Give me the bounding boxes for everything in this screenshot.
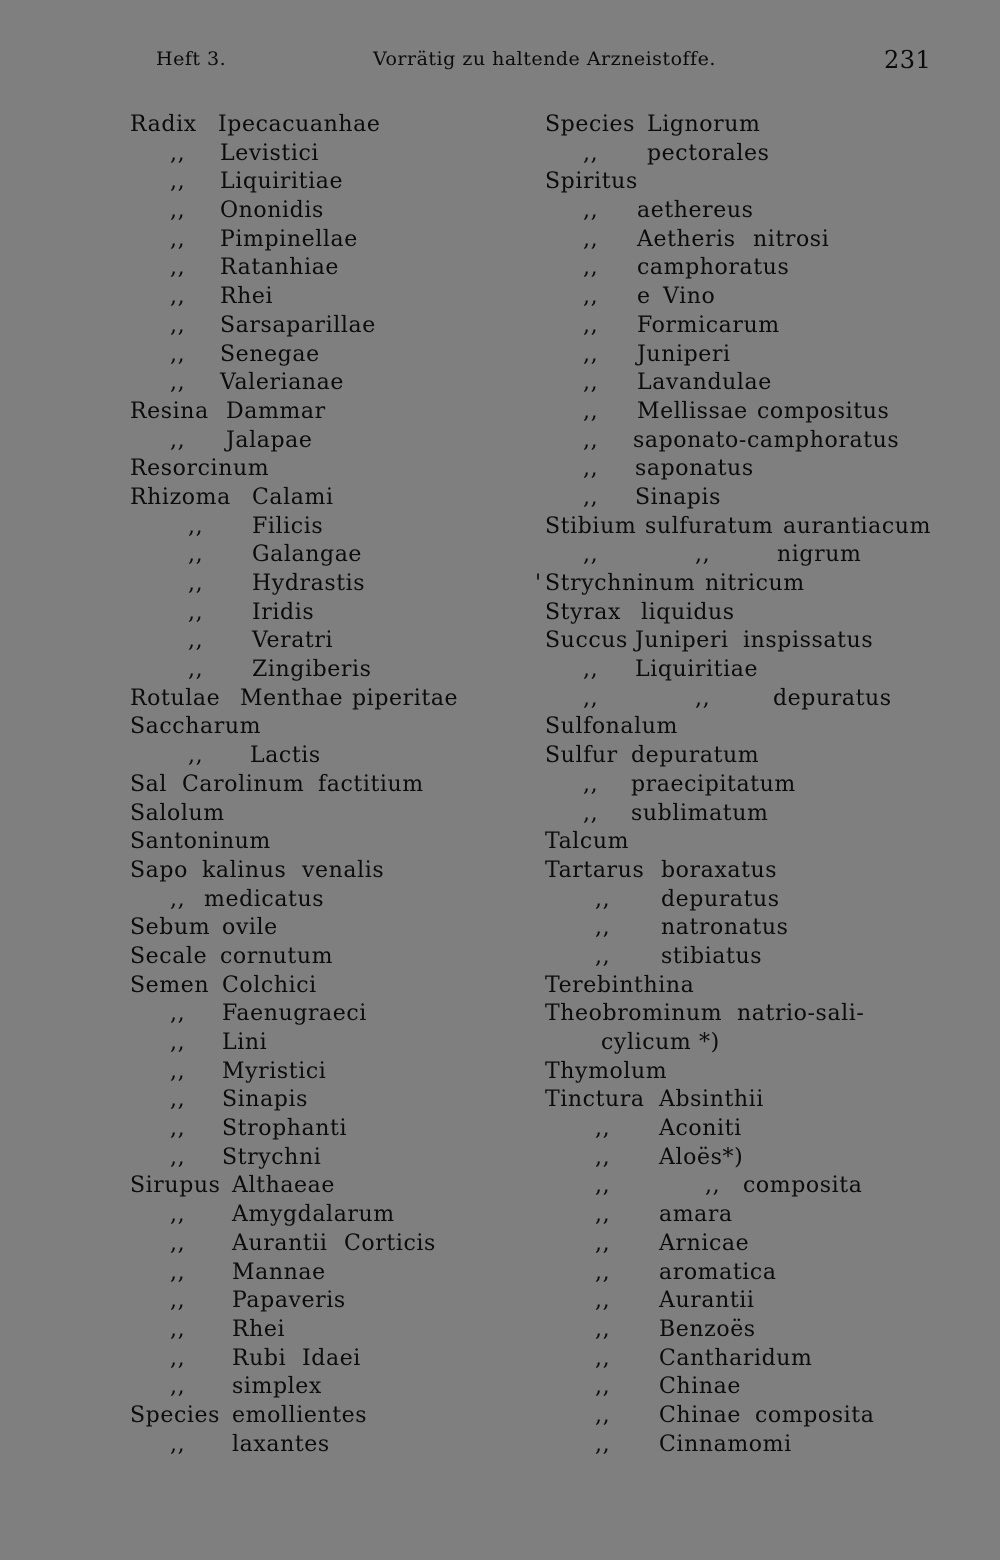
list-item bbox=[545, 111, 965, 140]
ditto-mark: ,, bbox=[583, 398, 599, 424]
entry-word: Strychninum bbox=[545, 571, 696, 596]
entry-word: Mellissae bbox=[637, 398, 748, 424]
entry-word: Ononidis bbox=[220, 198, 324, 224]
list-item bbox=[130, 656, 570, 685]
entry-word: medicatus bbox=[204, 886, 325, 912]
list-item bbox=[545, 1144, 965, 1173]
list-item bbox=[130, 1058, 570, 1087]
entry-word: Mannae bbox=[232, 1259, 326, 1285]
running-title: Vorrätig zu haltende Arzneistoffe. bbox=[373, 48, 716, 70]
list-item bbox=[130, 914, 570, 943]
ditto-mark: ,, bbox=[170, 226, 186, 252]
entry-word: Rhei bbox=[232, 1316, 286, 1342]
entry-word: Absinthii bbox=[659, 1087, 764, 1113]
ditto-mark: ,, bbox=[170, 169, 186, 195]
ditto-mark: ,, bbox=[583, 800, 599, 826]
entry-word: Amygdalarum bbox=[232, 1202, 395, 1228]
entry-word: Salolum bbox=[130, 800, 225, 826]
ditto-mark: ,, bbox=[583, 255, 599, 281]
list-item bbox=[130, 254, 570, 283]
list-item bbox=[535, 570, 965, 599]
list-item bbox=[545, 1058, 965, 1087]
ditto-mark: ,, bbox=[583, 685, 599, 711]
entry-word: nitrosi bbox=[753, 226, 830, 252]
list-item bbox=[545, 943, 965, 972]
list-item bbox=[130, 398, 570, 427]
ditto-mark: ,, bbox=[583, 370, 599, 396]
entry-word: natronatus bbox=[661, 915, 789, 941]
list-item bbox=[130, 312, 570, 341]
entry-word: Rhizoma bbox=[130, 484, 231, 510]
entry-word: Dammar bbox=[226, 398, 326, 424]
entry-word: pectorales bbox=[647, 140, 770, 166]
ditto-mark: ,, bbox=[170, 140, 186, 166]
list-item bbox=[545, 1345, 965, 1374]
list-item bbox=[545, 398, 965, 427]
entry-word: Vino bbox=[663, 284, 716, 310]
ditto-mark: ,, bbox=[170, 1345, 186, 1371]
entry-word: venalis bbox=[302, 857, 385, 883]
ditto-mark: ,, bbox=[583, 427, 599, 453]
entry-word: composita bbox=[755, 1402, 875, 1428]
entry-word: saponatus bbox=[635, 456, 754, 482]
list-item bbox=[130, 1373, 570, 1402]
ditto-mark: ,, bbox=[170, 886, 186, 912]
list-item bbox=[545, 742, 965, 771]
entry-word: Strophanti bbox=[222, 1116, 348, 1142]
entry-word: composita bbox=[743, 1173, 863, 1199]
list-item bbox=[545, 197, 965, 226]
list-item bbox=[130, 685, 570, 714]
list-item bbox=[545, 369, 965, 398]
entry-word: Terebinthina bbox=[545, 972, 695, 998]
ditto-mark: ,, bbox=[170, 1431, 186, 1457]
list-item bbox=[545, 1316, 965, 1345]
list-item bbox=[545, 484, 965, 513]
entry-word: Santoninum bbox=[130, 829, 271, 855]
entry-word: praecipitatum bbox=[631, 771, 796, 797]
ditto-mark: ,, bbox=[170, 427, 186, 453]
list-item bbox=[130, 168, 570, 197]
entry-word: Resina bbox=[130, 398, 209, 424]
entry-word: Resorcinum bbox=[130, 456, 270, 482]
entry-word: Lignorum bbox=[647, 112, 761, 137]
ditto-mark: ,, bbox=[595, 1402, 611, 1428]
entry-word: Juniperi bbox=[635, 628, 729, 654]
ditto-mark: ,, bbox=[170, 370, 186, 396]
ditto-mark: ,, bbox=[170, 1030, 186, 1055]
entry-word: cylicum *) bbox=[601, 1030, 720, 1055]
entry-word: depuratus bbox=[661, 886, 780, 912]
entry-word: Sapo bbox=[130, 857, 188, 883]
entry-word: Semen bbox=[130, 972, 210, 998]
list-item bbox=[545, 1086, 965, 1115]
list-item bbox=[130, 1086, 570, 1115]
ditto-mark: ,, bbox=[170, 255, 186, 281]
ditto-mark: ,, bbox=[170, 284, 186, 310]
list-item bbox=[545, 1373, 965, 1402]
entry-word: Papaveris bbox=[232, 1288, 346, 1314]
list-item bbox=[130, 140, 570, 169]
entry-word: Levistici bbox=[220, 140, 320, 166]
left-column bbox=[130, 111, 570, 1459]
list-item bbox=[130, 570, 570, 599]
entry-word: Succus bbox=[545, 628, 628, 654]
entry-word: natrio-sali- bbox=[737, 1001, 865, 1027]
list-item bbox=[130, 1000, 570, 1029]
entry-word: Corticis bbox=[344, 1230, 436, 1256]
ditto-mark: ,, bbox=[583, 140, 599, 166]
entry-word: Carolinum bbox=[182, 771, 305, 797]
entry-word: Sulfur bbox=[545, 743, 618, 769]
list-item bbox=[130, 1345, 570, 1374]
right-column bbox=[535, 111, 965, 1459]
list-item bbox=[545, 1287, 965, 1316]
page-number: 231 bbox=[884, 46, 932, 74]
list-item bbox=[130, 1316, 570, 1345]
ditto-mark: ,, bbox=[170, 1058, 186, 1084]
ditto-mark: ,, bbox=[583, 284, 599, 310]
list-item bbox=[545, 168, 965, 197]
entry-word: Rhei bbox=[220, 284, 274, 310]
list-item bbox=[130, 111, 570, 140]
list-item bbox=[545, 140, 965, 169]
entry-word: Sulfonalum bbox=[545, 714, 679, 740]
ditto-mark: ,, bbox=[170, 1144, 186, 1170]
entry-word: nigrum bbox=[777, 542, 862, 568]
entry-word: Althaeae bbox=[232, 1173, 336, 1199]
entry-word: Aconiti bbox=[659, 1116, 742, 1142]
list-item bbox=[130, 369, 570, 398]
list-item bbox=[130, 1431, 570, 1460]
entry-word: Thymolum bbox=[545, 1058, 668, 1084]
entry-word: aromatica bbox=[659, 1259, 777, 1285]
ditto-mark: ,, bbox=[583, 484, 599, 510]
entry-word: Radix bbox=[130, 112, 197, 137]
entry-word: inspissatus bbox=[743, 628, 874, 654]
list-item bbox=[545, 283, 965, 312]
entry-word: Tartarus bbox=[545, 857, 645, 883]
list-item bbox=[130, 1144, 570, 1173]
list-item bbox=[130, 1230, 570, 1259]
ditto-mark: ,, bbox=[170, 1001, 186, 1027]
entry-word: aurantiacum bbox=[783, 513, 932, 539]
entry-word: laxantes bbox=[232, 1431, 330, 1457]
entry-word: Sinapis bbox=[635, 484, 722, 510]
entry-word: Arnicae bbox=[659, 1230, 750, 1256]
ditto-mark: ,, bbox=[170, 1087, 186, 1113]
list-item bbox=[545, 771, 965, 800]
entry-word: Species bbox=[545, 112, 636, 137]
list-item bbox=[130, 972, 570, 1001]
entry-word: Sarsaparillae bbox=[220, 312, 376, 338]
list-item bbox=[545, 1230, 965, 1259]
ditto-mark: ,, bbox=[583, 226, 599, 252]
list-item bbox=[545, 599, 965, 628]
list-item bbox=[545, 886, 965, 915]
entry-word: Sinapis bbox=[222, 1087, 309, 1113]
list-item bbox=[130, 1172, 570, 1201]
entry-word: Lini bbox=[222, 1030, 268, 1055]
ditto-mark: ,, bbox=[170, 1288, 186, 1314]
ditto-mark: ,, bbox=[170, 1116, 186, 1142]
ditto-mark: ,, bbox=[583, 542, 599, 568]
entry-word: Liquiritiae bbox=[635, 657, 759, 683]
ditto-mark: ,, bbox=[170, 1374, 186, 1400]
entry-word: Galangae bbox=[252, 542, 363, 568]
entry-word: boraxatus bbox=[661, 857, 778, 883]
list-item bbox=[130, 742, 570, 771]
entry-word: amara bbox=[659, 1202, 733, 1228]
list-item bbox=[130, 341, 570, 370]
list-item bbox=[545, 857, 965, 886]
entry-word: Sebum bbox=[130, 915, 211, 941]
entry-word: Species bbox=[130, 1402, 221, 1428]
entry-word: sublimatum bbox=[631, 800, 769, 826]
list-item bbox=[130, 857, 570, 886]
list-item bbox=[545, 828, 965, 857]
ditto-mark: ,, bbox=[595, 886, 611, 912]
ditto-mark: ,, bbox=[170, 1259, 186, 1285]
list-item bbox=[130, 1201, 570, 1230]
ditto-mark: ,, bbox=[188, 542, 204, 568]
entry-word: factitium bbox=[318, 771, 424, 797]
entry-word: Pimpinellae bbox=[220, 226, 358, 252]
ditto-mark: ,, bbox=[695, 685, 711, 711]
list-item bbox=[545, 427, 965, 456]
entry-word: Ipecacuanhae bbox=[218, 112, 381, 137]
entry-word: compositus bbox=[757, 398, 890, 424]
entry-word: Sirupus bbox=[130, 1173, 221, 1199]
list-item bbox=[545, 656, 965, 685]
entry-word: sulfuratum bbox=[645, 513, 774, 539]
list-item bbox=[130, 627, 570, 656]
ditto-mark: ,, bbox=[595, 1259, 611, 1285]
ditto-mark: ,, bbox=[583, 771, 599, 797]
list-item bbox=[130, 828, 570, 857]
entry-word: Talcum bbox=[545, 829, 630, 855]
issue-label: Heft 3. bbox=[156, 48, 227, 70]
entry-word: Myristici bbox=[222, 1058, 327, 1084]
entry-word: Aetheris bbox=[637, 226, 736, 252]
ditto-mark: ,, bbox=[188, 743, 204, 769]
ditto-mark: ,, bbox=[188, 513, 204, 539]
list-item bbox=[130, 484, 570, 513]
ditto-mark: ,, bbox=[188, 599, 204, 625]
entry-word: Formicarum bbox=[637, 312, 780, 338]
list-item bbox=[545, 685, 965, 714]
ditto-mark: ,, bbox=[170, 341, 186, 367]
ditto-mark: ,, bbox=[705, 1173, 721, 1199]
list-item bbox=[130, 800, 570, 829]
entry-word: depuratum bbox=[631, 743, 760, 769]
entry-word: Stibium bbox=[545, 513, 637, 539]
ditto-mark: ,, bbox=[595, 1173, 611, 1199]
page-header bbox=[0, 44, 1000, 78]
list-item bbox=[545, 455, 965, 484]
list-item bbox=[130, 886, 570, 915]
entry-word: Lactis bbox=[250, 743, 321, 769]
list-item bbox=[545, 1115, 965, 1144]
ditto-mark: ,, bbox=[170, 1230, 186, 1256]
entry-word: Iridis bbox=[252, 599, 315, 625]
list-item bbox=[130, 541, 570, 570]
entry-word: Cantharidum bbox=[659, 1345, 813, 1371]
list-item bbox=[130, 427, 570, 456]
entry-word: Aloës*) bbox=[659, 1144, 744, 1170]
entry-word: Chinae bbox=[659, 1402, 741, 1428]
list-item bbox=[545, 1029, 965, 1058]
entry-word: Rubi bbox=[232, 1345, 287, 1371]
list-item bbox=[130, 1115, 570, 1144]
ditto-mark: ,, bbox=[595, 1374, 611, 1400]
entry-word: emollientes bbox=[232, 1402, 368, 1428]
entry-word: aethereus bbox=[637, 198, 754, 224]
list-item bbox=[545, 341, 965, 370]
ditto-mark: ,, bbox=[595, 1202, 611, 1228]
list-item bbox=[545, 914, 965, 943]
entry-word: kalinus bbox=[202, 857, 287, 883]
entry-word: Strychni bbox=[222, 1144, 322, 1170]
entry-word: Zingiberis bbox=[252, 657, 372, 683]
ditto-mark: ,, bbox=[595, 1144, 611, 1170]
ditto-mark: ' bbox=[535, 571, 542, 596]
list-item bbox=[130, 1259, 570, 1288]
list-item bbox=[545, 713, 965, 742]
entry-word: depuratus bbox=[773, 685, 892, 711]
entry-word: liquidus bbox=[641, 599, 735, 625]
ditto-mark: ,, bbox=[595, 1230, 611, 1256]
entry-word: Colchici bbox=[222, 972, 317, 998]
ditto-mark: ,, bbox=[170, 198, 186, 224]
list-item bbox=[545, 312, 965, 341]
entry-word: cornutum bbox=[220, 943, 334, 969]
ditto-mark: ,, bbox=[695, 542, 711, 568]
list-item bbox=[130, 455, 570, 484]
entry-word: Liquiritiae bbox=[220, 169, 344, 195]
entry-word: Sal bbox=[130, 771, 168, 797]
entry-word: Idaei bbox=[302, 1345, 361, 1371]
ditto-mark: ,, bbox=[170, 312, 186, 338]
entry-word: Menthae bbox=[240, 685, 344, 711]
entry-word: Cinnamomi bbox=[659, 1431, 792, 1457]
entry-word: Faenugraeci bbox=[222, 1001, 367, 1027]
list-item bbox=[545, 541, 965, 570]
entry-word: Jalapae bbox=[226, 427, 313, 453]
entry-word: Styrax bbox=[545, 599, 621, 625]
ditto-mark: ,, bbox=[583, 198, 599, 224]
list-item bbox=[130, 283, 570, 312]
list-item bbox=[130, 713, 570, 742]
entry-word: Ratanhiae bbox=[220, 255, 340, 281]
ditto-mark: ,, bbox=[595, 1345, 611, 1371]
list-item bbox=[545, 1201, 965, 1230]
entry-word: saponato-camphoratus bbox=[633, 427, 900, 453]
entry-word: Valerianae bbox=[220, 370, 345, 396]
list-item bbox=[545, 972, 965, 1001]
entry-word: piperitae bbox=[352, 685, 459, 711]
entry-word: Rotulae bbox=[130, 685, 221, 711]
entry-word: Senegae bbox=[220, 341, 320, 367]
ditto-mark: ,, bbox=[170, 1202, 186, 1228]
entry-word: Hydrastis bbox=[252, 571, 366, 596]
ditto-mark: ,, bbox=[583, 456, 599, 482]
entry-word: Chinae bbox=[659, 1374, 741, 1400]
ditto-mark: ,, bbox=[188, 628, 204, 654]
list-item bbox=[545, 254, 965, 283]
ditto-mark: ,, bbox=[583, 657, 599, 683]
list-item bbox=[545, 1402, 965, 1431]
ditto-mark: ,, bbox=[595, 943, 611, 969]
list-item bbox=[545, 1259, 965, 1288]
entry-word: Lavandulae bbox=[637, 370, 772, 396]
list-item bbox=[130, 513, 570, 542]
entry-word: Tinctura bbox=[545, 1087, 645, 1113]
entry-word: Calami bbox=[252, 484, 334, 510]
ditto-mark: ,, bbox=[595, 1431, 611, 1457]
ditto-mark: ,, bbox=[595, 1316, 611, 1342]
ditto-mark: ,, bbox=[170, 1316, 186, 1342]
list-item bbox=[545, 226, 965, 255]
list-item bbox=[130, 1402, 570, 1431]
ditto-mark: ,, bbox=[595, 1288, 611, 1314]
entry-word: camphoratus bbox=[637, 255, 790, 281]
entry-word: Veratri bbox=[252, 628, 334, 654]
ditto-mark: ,, bbox=[583, 341, 599, 367]
list-item bbox=[130, 599, 570, 628]
list-item bbox=[130, 226, 570, 255]
list-item bbox=[545, 800, 965, 829]
list-item bbox=[545, 513, 965, 542]
ditto-mark: ,, bbox=[188, 571, 204, 596]
entry-word: Secale bbox=[130, 943, 208, 969]
entry-word: ovile bbox=[222, 915, 278, 941]
list-item bbox=[130, 197, 570, 226]
list-item bbox=[545, 1172, 965, 1201]
entry-word: simplex bbox=[232, 1374, 322, 1400]
entry-word: Benzoës bbox=[659, 1316, 756, 1342]
list-item bbox=[545, 627, 965, 656]
entry-word: Filicis bbox=[252, 513, 324, 539]
entry-word: Saccharum bbox=[130, 714, 262, 740]
entry-word: Aurantii bbox=[232, 1230, 328, 1256]
entry-word: nitricum bbox=[705, 571, 805, 596]
entry-word: Spiritus bbox=[545, 169, 638, 195]
entry-word: stibiatus bbox=[661, 943, 763, 969]
ditto-mark: ,, bbox=[595, 1116, 611, 1142]
list-item bbox=[130, 771, 570, 800]
entry-word: Juniperi bbox=[637, 341, 731, 367]
list-item bbox=[130, 1029, 570, 1058]
list-item bbox=[130, 943, 570, 972]
list-item bbox=[545, 1431, 965, 1460]
entry-word: Theobrominum bbox=[545, 1001, 723, 1027]
list-item bbox=[130, 1287, 570, 1316]
list-item bbox=[545, 1000, 965, 1029]
ditto-mark: ,, bbox=[188, 657, 204, 683]
entry-word: Aurantii bbox=[659, 1288, 755, 1314]
ditto-mark: ,, bbox=[595, 915, 611, 941]
ditto-mark: ,, bbox=[583, 312, 599, 338]
entry-word: e bbox=[637, 284, 651, 310]
